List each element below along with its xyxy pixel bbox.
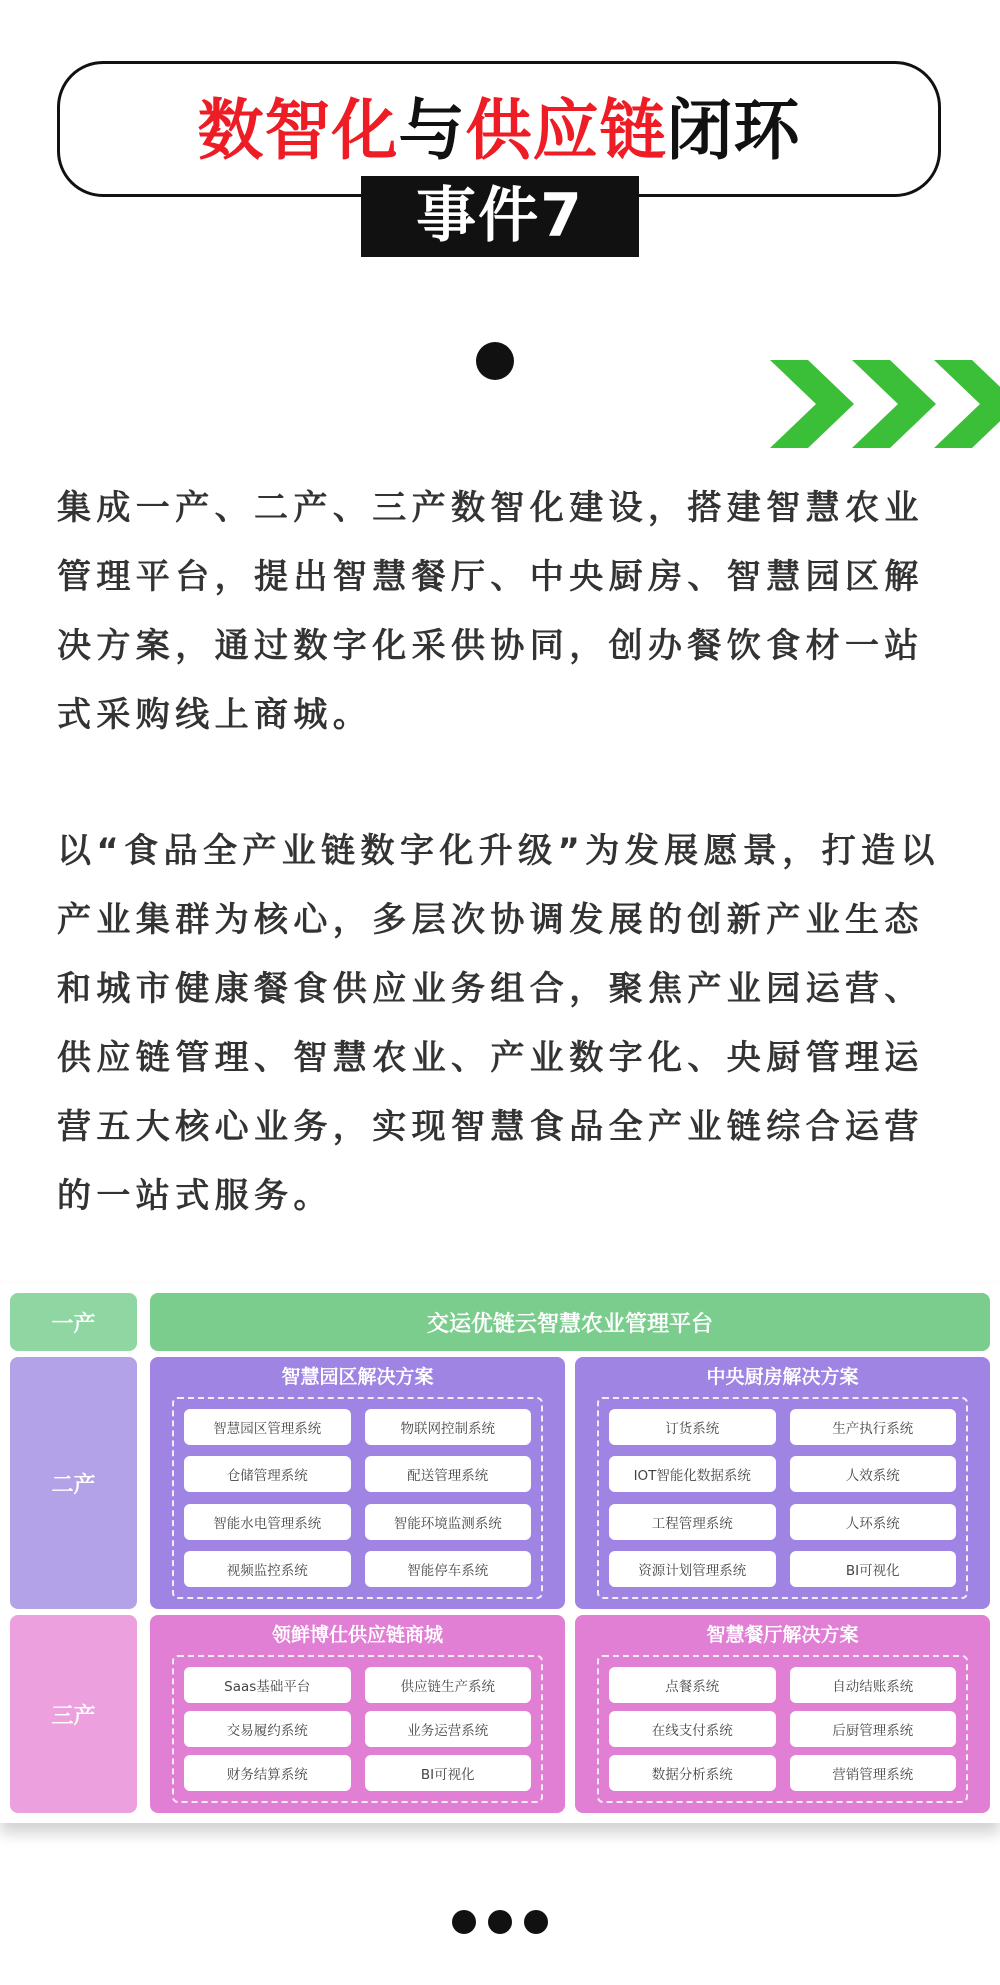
system-item: IOT智能化数据系统	[609, 1456, 776, 1492]
system-item: 智能停车系统	[365, 1551, 532, 1587]
system-item: 智能环境监测系统	[365, 1504, 532, 1540]
system-item: 仓储管理系统	[184, 1456, 351, 1492]
triple-chevron-right-icon	[770, 360, 1000, 448]
title-part-1: 数智化	[197, 92, 399, 169]
system-item: 生产执行系统	[790, 1409, 957, 1445]
system-item: 在线支付系统	[609, 1711, 776, 1747]
system-item: 资源计划管理系统	[609, 1551, 776, 1587]
title-part-3: 供应链	[465, 92, 667, 169]
panel-title: 智慧园区解决方案	[281, 1366, 434, 1388]
system-item: 订货系统	[609, 1409, 776, 1445]
system-item: BI可视化	[365, 1755, 532, 1791]
ellipsis-dot	[452, 1910, 476, 1934]
panel-title: 智慧餐厅解决方案	[706, 1624, 859, 1646]
vision-paragraph: 以“食品全产业链数字化升级”为发展愿景，打造以产业集群为核心，多层次协调发展的创新产业生态和城市健康餐食供应业务组合，聚焦产业园运营、供应链管理、智慧农业、产业数字化、央厨管理运营五大核心业务，实现智慧食品全产业链综合运营的一站式服务。	[57, 831, 940, 1216]
title-part-4: 闭环	[666, 92, 801, 169]
level-primary-label: 一产	[10, 1293, 137, 1351]
system-item: 人效系统	[790, 1456, 957, 1492]
system-item: 营销管理系统	[790, 1755, 957, 1791]
system-item: 智慧园区管理系统	[184, 1409, 351, 1445]
panel-items	[597, 1655, 968, 1803]
ellipsis-dot	[488, 1910, 512, 1934]
event-label: 事件7	[361, 176, 639, 257]
panel-title: 领鲜博仕供应链商城	[271, 1624, 443, 1646]
panel-supply-chain-mall	[150, 1615, 565, 1813]
panel-items	[172, 1655, 543, 1803]
architecture-diagram	[0, 1283, 1000, 1823]
system-item: 工程管理系统	[609, 1504, 776, 1540]
system-item: 视频监控系统	[184, 1551, 351, 1587]
system-item: 人环系统	[790, 1504, 957, 1540]
system-item: 智能水电管理系统	[184, 1504, 351, 1540]
system-item: 交易履约系统	[184, 1711, 351, 1747]
system-item: 物联网控制系统	[365, 1409, 532, 1445]
panel-smart-park	[150, 1357, 565, 1609]
system-item: BI可视化	[790, 1551, 957, 1587]
panel-smart-restaurant	[575, 1615, 990, 1813]
system-item: 供应链生产系统	[365, 1667, 532, 1703]
level-secondary-label: 二产	[10, 1357, 137, 1609]
title-part-2: 与	[398, 92, 466, 169]
system-item: 数据分析系统	[609, 1755, 776, 1791]
system-item: 自动结账系统	[790, 1667, 957, 1703]
system-item: Saas基础平台	[184, 1667, 351, 1703]
page-title	[60, 92, 938, 169]
panel-items	[172, 1397, 543, 1599]
platform-banner: 交运优链云智慧农业管理平台	[150, 1293, 990, 1351]
system-item: 财务结算系统	[184, 1755, 351, 1791]
system-item: 点餐系统	[609, 1667, 776, 1703]
bullet-dot-icon	[476, 342, 514, 380]
panel-title: 中央厨房解决方案	[706, 1366, 859, 1388]
panel-items	[597, 1397, 968, 1599]
system-item: 后厨管理系统	[790, 1711, 957, 1747]
panel-central-kitchen	[575, 1357, 990, 1609]
ellipsis-dot	[524, 1910, 548, 1934]
system-item: 业务运营系统	[365, 1711, 532, 1747]
level-tertiary-label: 三产	[10, 1615, 137, 1813]
system-item: 配送管理系统	[365, 1456, 532, 1492]
intro-paragraph: 集成一产、二产、三产数智化建设，搭建智慧农业管理平台，提出智慧餐厅、中央厨房、智慧园区解决方案，通过数字化采供协同，创办餐饮食材一站式采购线上商城。	[57, 488, 924, 735]
ellipsis-dots-icon	[452, 1910, 552, 1936]
